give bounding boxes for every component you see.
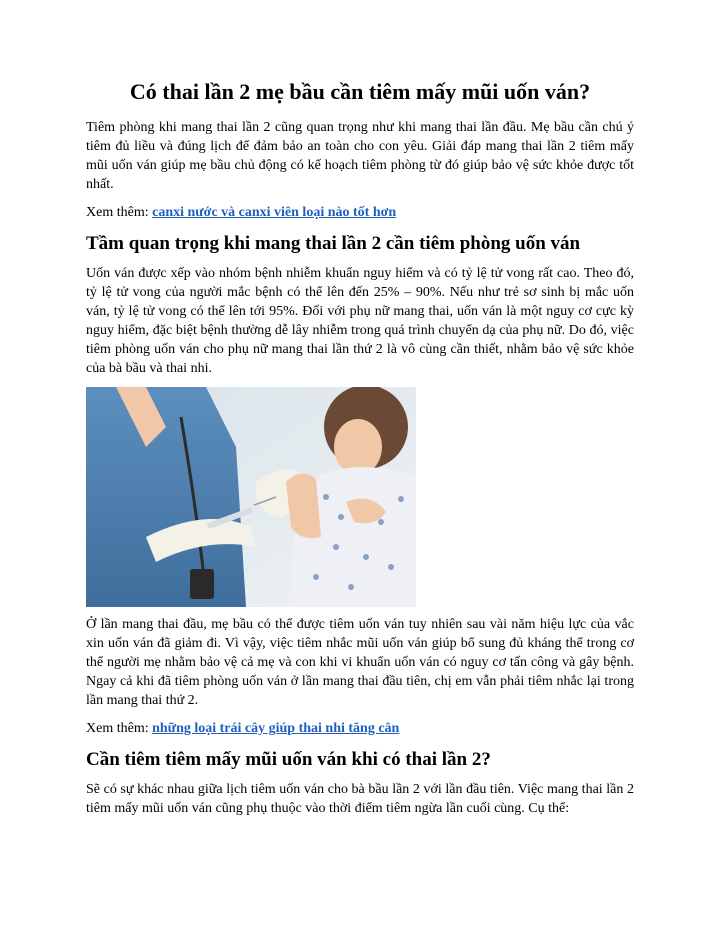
section-2-heading: Cần tiêm tiêm mấy mũi uốn ván khi có thai lần 2? xyxy=(86,749,491,770)
section-1-paragraph: Uốn ván được xếp vào nhóm bệnh nhiễm khuẩn nguy hiểm và có tỷ lệ tử vong rất cao. Theo đó, tỷ lệ tử vong của người mắc bệnh có thể lên đến 25% – 90%. Nếu như trẻ sơ sinh bị mắc uốn ván, tỷ lệ tử vong có thể lên tới 95%. Đối với phụ nữ mang thai, uốn ván là một nguy cơ cực kỳ nguy hiểm, đặc biệt bệnh thường dễ lây nhiễm trong quá trình chuyển dạ của phụ nữ. Do đó, việc tiêm phòng uốn ván cho phụ nữ mang thai lần thứ 2 là vô cùng cần thiết, nhằm bảo vệ sức khỏe của bà bầu và thai nhi. xyxy=(86,266,634,376)
intro-paragraph: Tiêm phòng khi mang thai lần 2 cũng quan trọng như khi mang thai lần đầu. Mẹ bầu cần chú ý tiêm đủ liều và đúng lịch để đảm bảo an toàn cho con yêu. Giải đáp mang thai lần 2 tiêm mấy mũi uốn ván giúp mẹ bầu chủ động có kế hoạch tiêm phòng từ đó giúp bảo vệ sức khỏe được tốt nhất. xyxy=(86,120,634,192)
section-1-paragraph-2: Ở lần mang thai đầu, mẹ bầu có thể được tiêm uốn ván tuy nhiên sau vài năm hiệu lực của vắc xin uốn ván đã giảm đi. Vì vậy, việc tiêm nhắc mũi uốn ván giúp bổ sung đủ kháng thể trong cơ thể người mẹ nhằm bảo vệ cả mẹ và con khi vi khuẩn uốn ván có nguy cơ tấn công và gây bệnh. Ngay cả khi đã tiêm phòng uốn ván ở lần mang thai đầu tiên, chị em vẫn phải tiêm nhắc lại trong lần mang thai thứ 2. xyxy=(86,617,634,708)
see-also-2-prefix: Xem thêm: xyxy=(86,721,153,736)
see-also-2-link[interactable]: những loại trái cây giúp thai nhi tăng cân xyxy=(152,721,400,736)
vaccination-photo xyxy=(86,387,416,607)
section-1-heading: Tầm quan trọng khi mang thai lần 2 cần tiêm phòng uốn ván xyxy=(86,233,581,254)
see-also-2 xyxy=(86,719,634,738)
page-title: Có thai lần 2 mẹ bầu cần tiêm mấy mũi uốn ván? xyxy=(129,79,591,104)
see-also-1 xyxy=(86,203,634,222)
see-also-1-link[interactable]: canxi nước và canxi viên loại nào tốt hơn xyxy=(152,205,397,220)
document-page xyxy=(86,78,634,827)
see-also-1-prefix: Xem thêm: xyxy=(86,205,153,220)
section-2-paragraph: Sẽ có sự khác nhau giữa lịch tiêm uốn ván cho bà bầu lần 2 với lần đầu tiên. Việc mang thai lần 2 tiêm mấy mũi uốn ván cũng phụ thuộc vào thời điểm tiêm ngừa lần cuối cùng. Cụ thể: xyxy=(86,782,634,816)
